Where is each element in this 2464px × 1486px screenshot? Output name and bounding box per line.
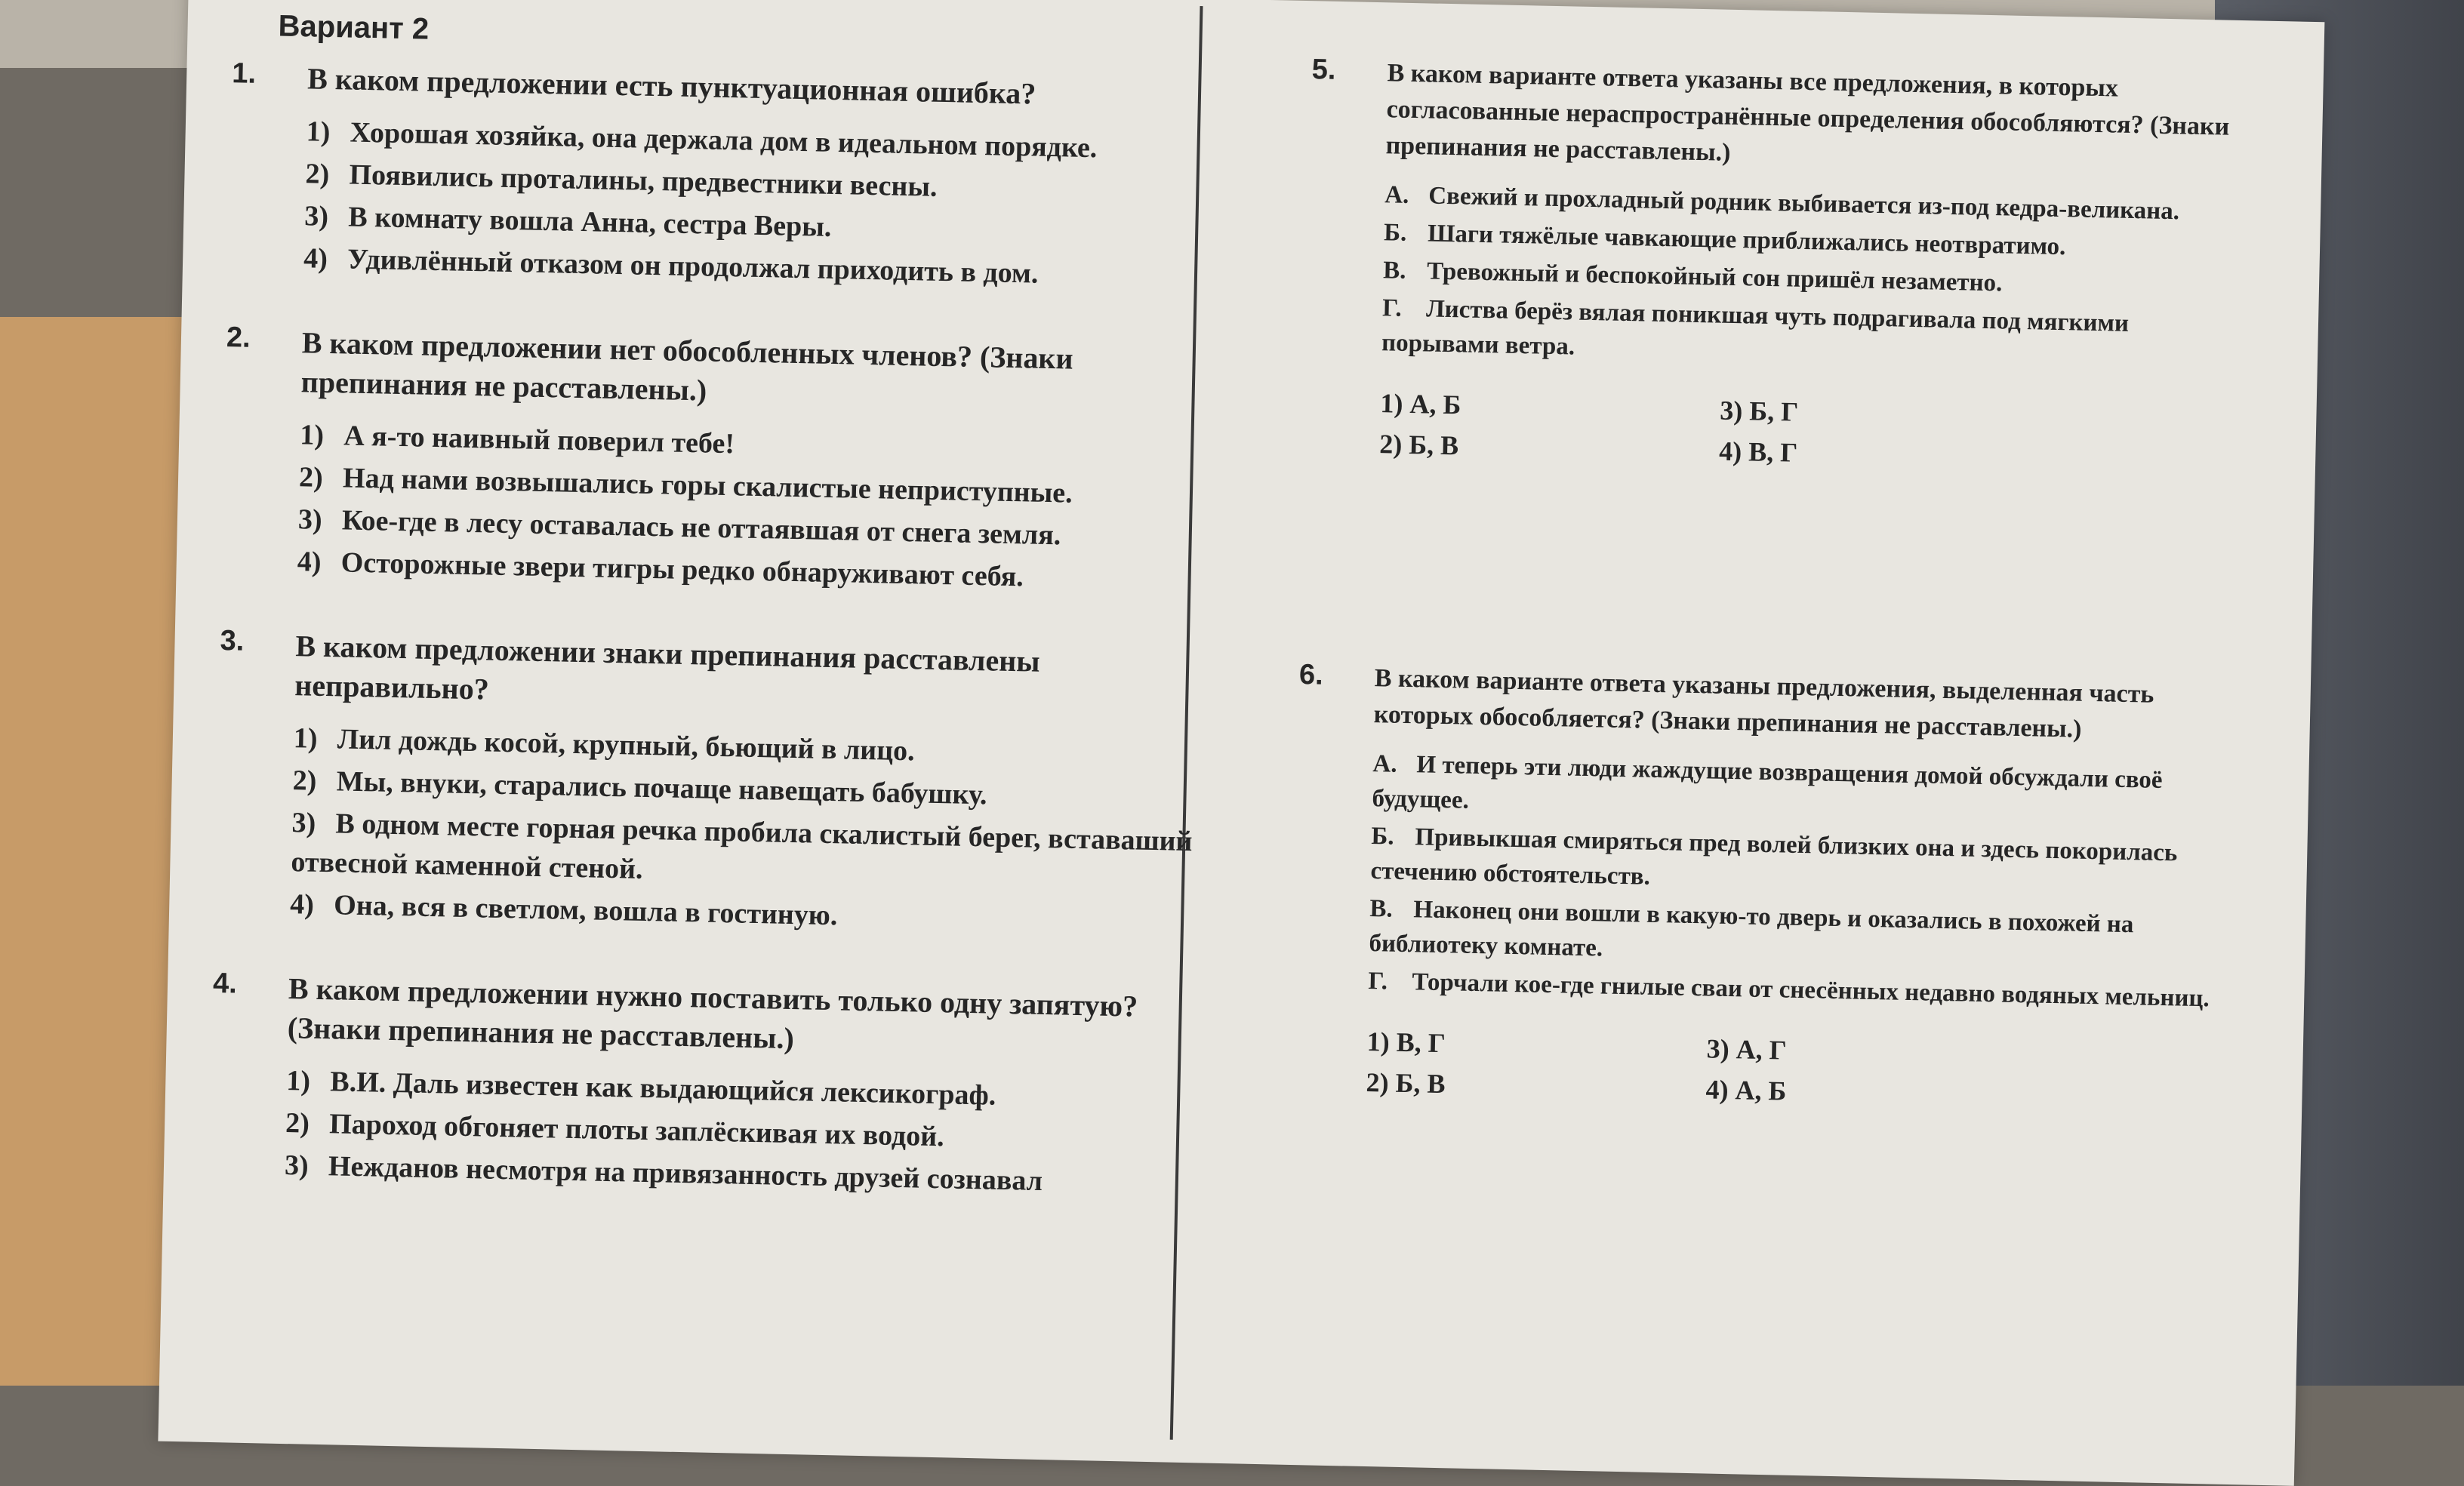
statement-label: В. [1382,257,1406,285]
question-3 [214,625,1202,943]
statement-item [1372,746,2234,834]
option-number: 2) [298,461,324,494]
option-number: 4) [297,546,322,578]
answer-choice: 4) В, Г [1718,435,1798,468]
statement-text: Привыкшая смиряться пред волей близких она и здесь покорилась стечению обстоятельств. [1370,823,2178,891]
option-number: 2) [305,158,330,190]
option-number: 1) [306,115,331,148]
statement-text: Листва берёз вялая поникшая чуть подрагивала под мягкими порывами ветра. [1381,295,2130,361]
statement-text: И теперь эти люди жаждущие возвращения домой обсуждали своё будущее. [1372,751,2163,814]
option-text: Хорошая хозяйка, она держала дом в идеальном порядке. [350,116,1098,165]
answer-choice: 1) А, Б [1380,388,1461,420]
option-number: 2) [292,765,317,797]
right-column [1289,54,2248,1166]
right-questions [1290,54,2248,1121]
option-text: Лил дождь косой, крупный, бьющий в лицо. [337,723,916,768]
answer-choice: 2) Б, В [1378,429,1459,461]
option-number: 2) [285,1107,310,1140]
question-text: В каком предложении есть пунктуационная ошибка? [306,61,1036,111]
question-number: 6. [1298,659,1324,691]
question-number: 2. [226,322,251,354]
option-number: 3) [297,503,323,536]
statement-text: Наконец они вошли в какую-то дверь и оказались в похожей на библиотеку комнате. [1369,896,2134,962]
question-4 [209,968,1195,1204]
question-text: В каком предложении нужно поставить только одну запятую? (Знаки препинания не расставлены.) [287,971,1138,1056]
left-column [208,8,1215,1249]
statement-text: Тревожный и беспокойный сон пришёл незаметно. [1426,257,2003,297]
answer-choice: 3) А, Г [1706,1033,1788,1066]
answer-choices [1366,1021,2047,1117]
option-text: Мы, внуки, старались почаще навещать бабушку. [336,765,987,811]
question-number: 5. [1311,54,1336,86]
option-text: В.И. Даль известен как выдающийся лексикограф. [329,1066,996,1112]
statement-label: А. [1384,181,1409,209]
statement-list [1381,177,2246,378]
statement-label: Б. [1371,823,1394,851]
answer-options [303,112,1212,297]
statement-label: В. [1369,895,1394,923]
option-text: Над нами возвышались горы скалистые неприступные. [342,462,1073,509]
question-text: В каком предложении нет обособленных членов? (Знаки препинания не расставлены.) [300,325,1074,408]
option-number: 3) [303,200,329,232]
answer-choice: 2) Б, В [1366,1066,1446,1100]
answer-choice: 3) Б, Г [1720,395,1799,427]
question-number: 1. [231,57,257,90]
answer-choice: 1) В, Г [1366,1026,1446,1059]
statement-item [1370,819,2232,906]
statement-item [1381,291,2244,378]
question-text: В каком варианте ответа указаны предложения, выделенная часть которых обособляется? (Знаки препинания не расставлены.) [1373,664,2154,743]
worksheet-paper [158,0,2324,1486]
question-5 [1304,54,2248,482]
statement-text: Торчали кое-где гнилые сваи от снесённых недавно водяных мельниц. [1412,968,2210,1013]
option-text: Осторожные звери тигры редко обнаруживают себя. [340,546,1024,593]
question-1 [228,57,1214,297]
option-number: 4) [289,888,315,921]
question-text: В каком предложении знаки препинания расставлены неправильно? [294,629,1041,706]
option-number: 4) [303,242,328,275]
option-number: 3) [284,1149,310,1182]
left-questions [209,57,1214,1204]
answer-choice: 4) А, Б [1705,1074,1787,1106]
statement-text: Свежий и прохладный родник выбивается из-под кедра-великана. [1428,182,2180,226]
answer-options [297,415,1206,600]
option-text: В одном месте горная речка пробила скалистый берег, вставаший отвесной каменной стеной. [291,808,1193,885]
statement-label: Б. [1383,219,1407,247]
answer-options [290,718,1200,943]
answer-options [285,1061,1193,1204]
statement-item [1369,891,2231,979]
variant-title: Вариант 2 [278,9,430,46]
option-text: Появились проталины, предвестники весны. [349,158,938,203]
option-number: 3) [291,807,316,839]
statement-label: Г. [1381,294,1403,322]
option-text: Кое-где в лесу оставалась не оттаявшая от снега земля. [341,504,1061,552]
option-number: 1) [293,722,319,755]
option-text: В комнату вошла Анна, сестра Веры. [347,201,832,243]
answer-choices [1379,383,2060,478]
option-number: 1) [299,419,325,451]
answer-option [291,803,1198,900]
question-2 [221,322,1208,600]
option-text: Нежданов несмотря на привязанность друзей сознавал [328,1150,1043,1198]
option-text: Удивлённый отказом он продолжал приходить в дом. [346,243,1039,290]
statement-list [1368,746,2234,1017]
question-6 [1290,659,2235,1121]
statement-label: А. [1372,750,1397,778]
question-text: В каком варианте ответа указаны все предложения, в которых согласованные нераспространённые определения обособляются? (Знаки препинания не расставлены.) [1385,59,2230,167]
question-number: 3. [220,625,245,657]
statement-text: Шаги тяжёлые чавкающие приближались неотвратимо. [1427,220,2066,261]
question-number: 4. [212,967,238,1000]
statement-label: Г. [1368,968,1388,995]
option-text: Она, вся в светлом, вошла в гостиную. [333,889,838,932]
option-text: А я-то наивный поверил тебе! [343,420,735,460]
option-number: 1) [285,1065,311,1097]
option-text: Пароход обгоняет плоты заплёскивая их водой. [328,1108,945,1153]
